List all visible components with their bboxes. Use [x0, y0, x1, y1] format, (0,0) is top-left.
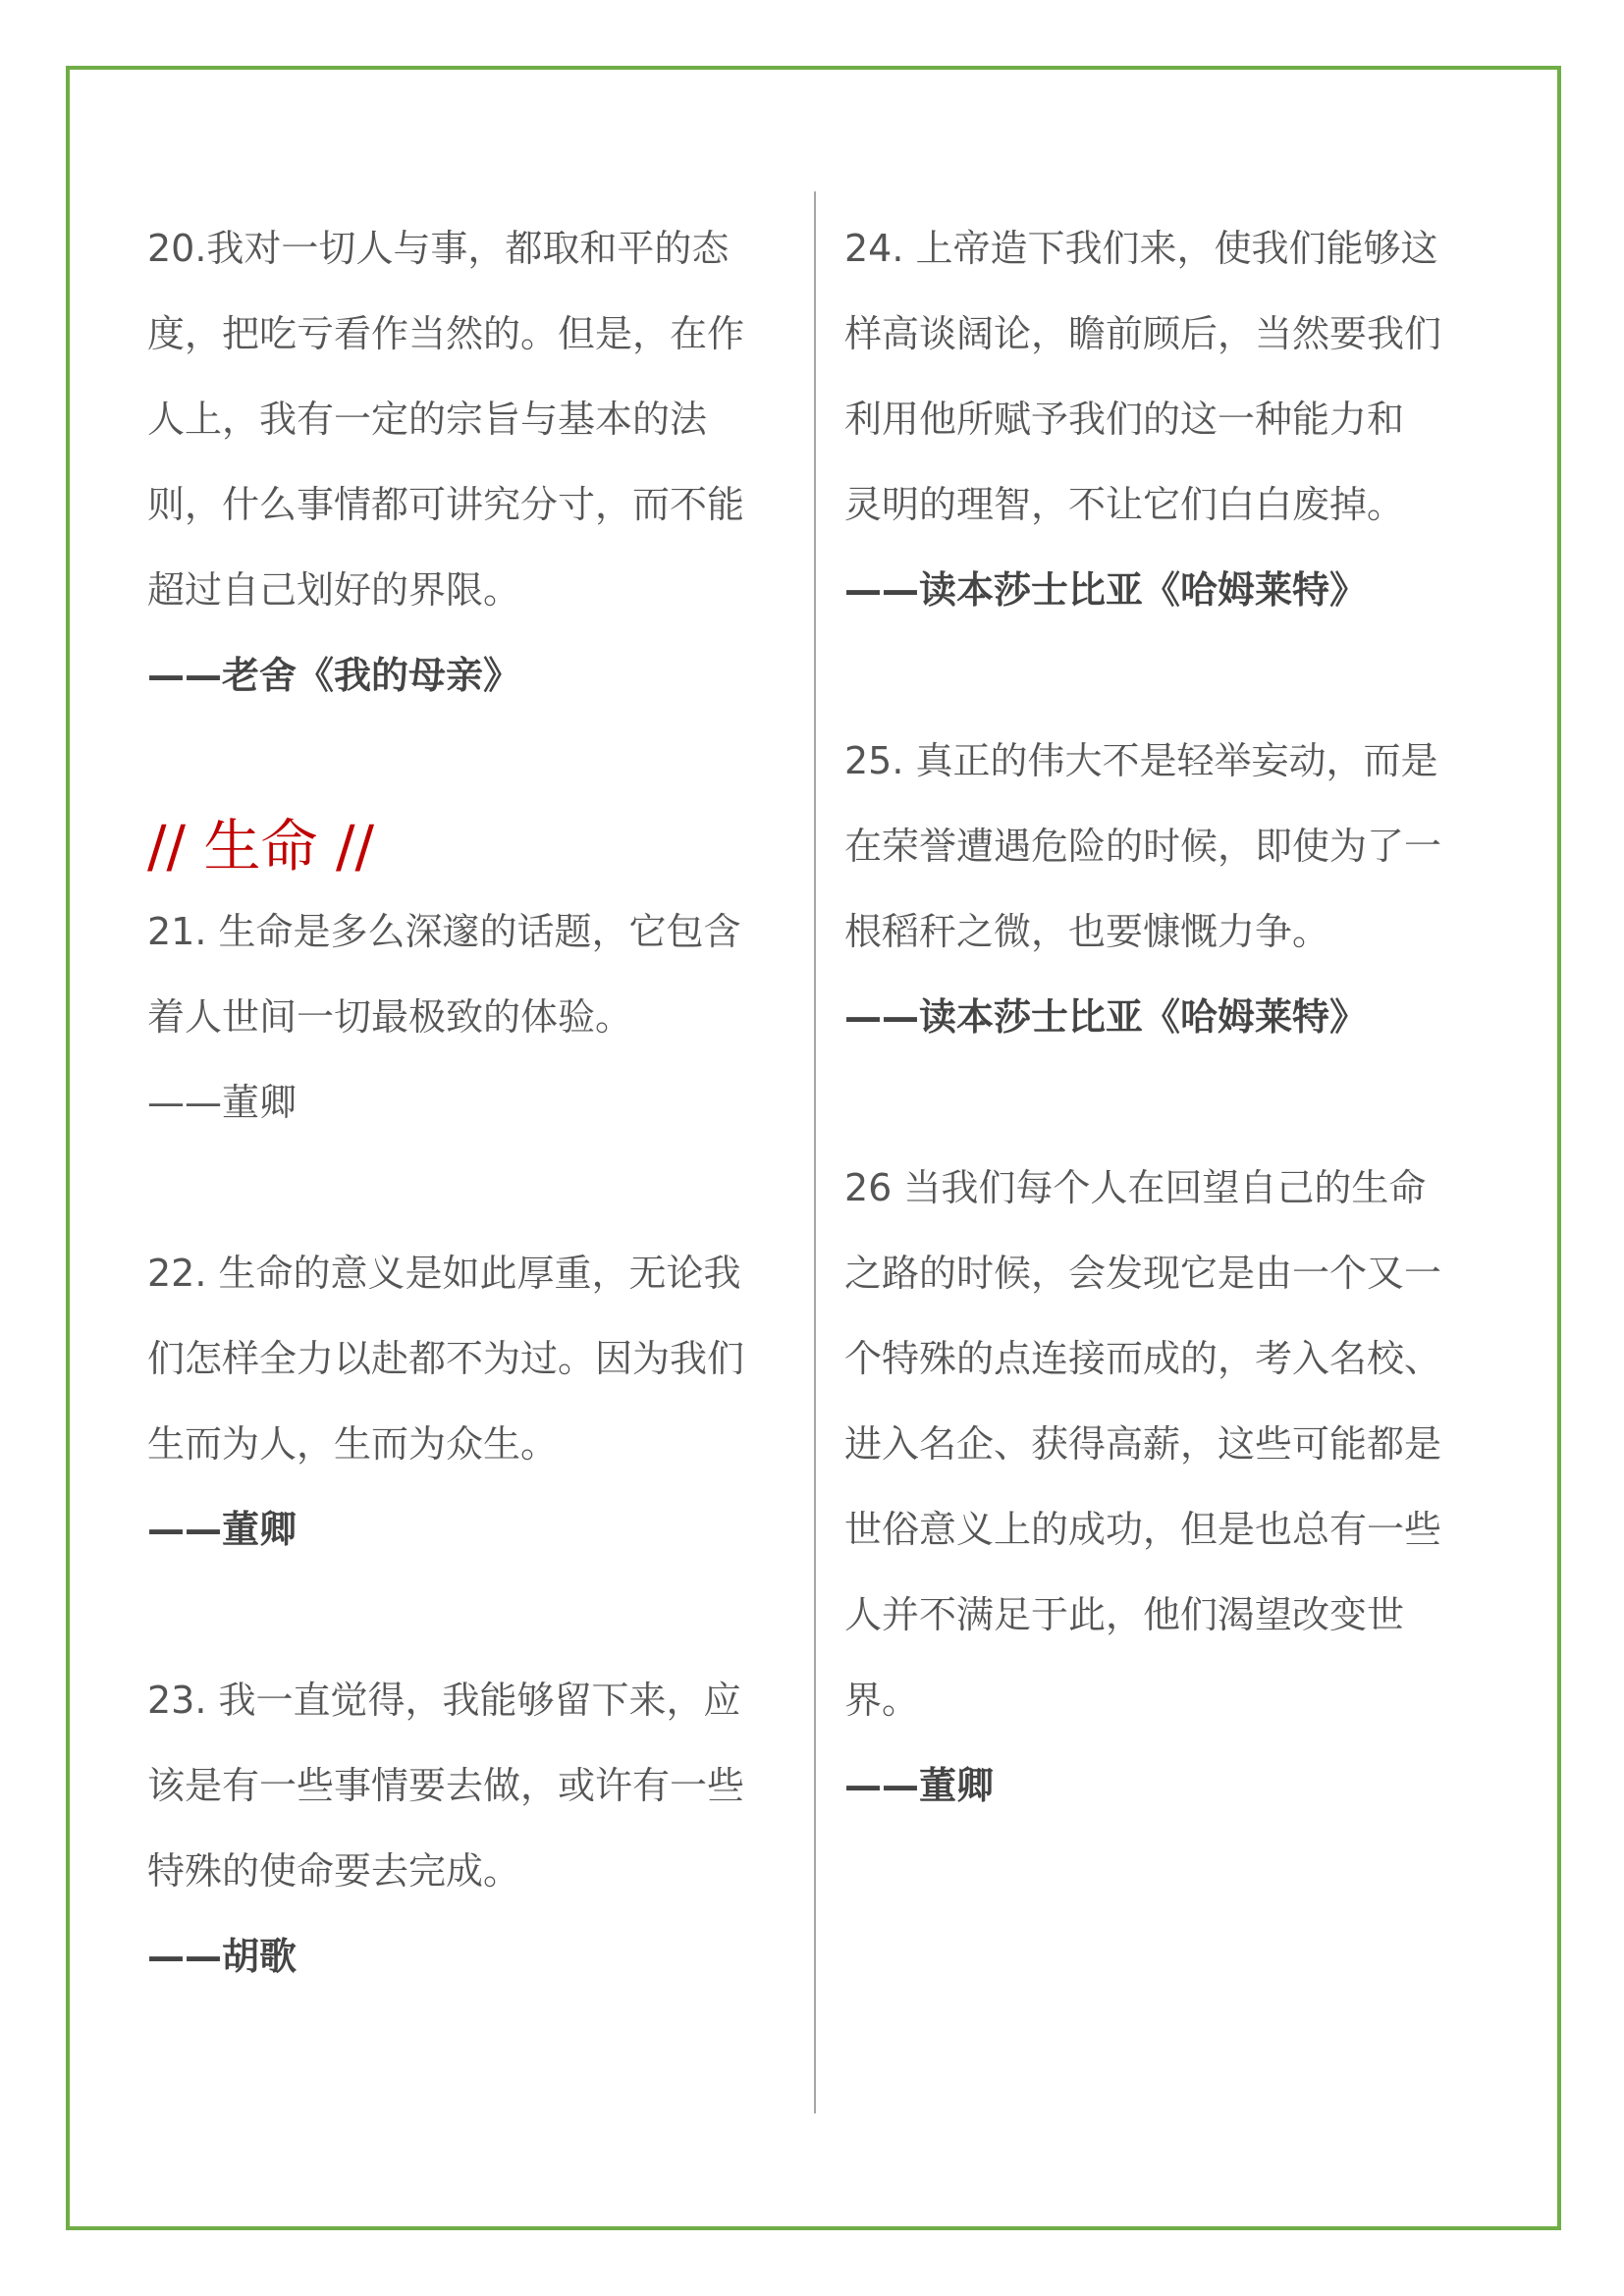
quote-24-line-1: 24. 上帝造下我们来，使我们能够这 — [844, 227, 1438, 270]
quote-23-line-2: 该是有一些事情要去做，或许有一些 — [147, 1764, 745, 1807]
quote-20-line-4: 则，什么事情都可讲究分寸，而不能 — [147, 483, 745, 526]
right-column — [844, 206, 1492, 1829]
quote-25-source: ——读本莎士比亚《哈姆莱特》 — [844, 995, 1368, 1039]
quote-21 — [147, 889, 790, 1146]
quote-26-line-1: 26 当我们每个人在回望自己的生命 — [844, 1166, 1427, 1209]
quote-22-line-2: 们怎样全力以赴都不为过。因为我们 — [147, 1337, 745, 1380]
quote-20-source: ——老舍《我的母亲》 — [147, 654, 521, 697]
quote-22-line-1: 22. 生命的意义是如此厚重，无论我 — [147, 1252, 741, 1295]
quote-23-source: ——胡歌 — [147, 1935, 298, 1978]
quote-22-source: ——董卿 — [147, 1508, 298, 1551]
quote-24-line-3: 利用他所赋予我们的这一种能力和 — [844, 398, 1405, 441]
quote-26-line-2: 之路的时候，会发现它是由一个又一 — [844, 1252, 1442, 1295]
quote-20-line-3: 人上，我有一定的宗旨与基本的法 — [147, 398, 708, 441]
quote-26 — [844, 1146, 1492, 1829]
quote-20-line-2: 度，把吃亏看作当然的。但是，在作 — [147, 312, 745, 355]
quote-24-source: ——读本莎士比亚《哈姆莱特》 — [844, 568, 1368, 612]
quote-21-line-2: 着人世间一切最极致的体验。 — [147, 995, 633, 1039]
quote-26-line-4: 进入名企、获得高薪，这些可能都是 — [844, 1422, 1442, 1466]
left-column — [147, 206, 790, 2000]
quote-20-line-5: 超过自己划好的界限。 — [147, 568, 521, 612]
quote-21-source: ——董卿 — [147, 1081, 298, 1124]
quote-21-line-1: 21. 生命是多么深邃的话题，它包含 — [147, 910, 741, 953]
quote-25-line-2: 在荣誉遭遇危险的时候，即使为了一 — [844, 825, 1442, 868]
quote-20-line-1: 20.我对一切人与事，都取和平的态 — [147, 227, 730, 270]
column-divider — [814, 191, 816, 2113]
quote-26-line-5: 世俗意义上的成功，但是也总有一些 — [844, 1508, 1442, 1551]
quote-25-line-1: 25. 真正的伟大不是轻举妄动，而是 — [844, 739, 1438, 782]
quote-25-line-3: 根稻秆之微，也要慷慨力争。 — [844, 910, 1330, 953]
quote-23-line-3: 特殊的使命要去完成。 — [147, 1849, 521, 1893]
quote-26-source: ——董卿 — [844, 1764, 995, 1807]
quote-25 — [844, 719, 1492, 1060]
quote-24-line-2: 样高谈阔论，瞻前顾后，当然要我们 — [844, 312, 1442, 355]
section-heading: // 生命 // — [147, 813, 375, 880]
quote-22-line-3: 生而为人，生而为众生。 — [147, 1422, 559, 1466]
quote-22 — [147, 1231, 790, 1573]
quote-23-line-1: 23. 我一直觉得，我能够留下来，应 — [147, 1679, 741, 1722]
quote-20 — [147, 206, 790, 719]
quote-26-line-7: 界。 — [844, 1679, 920, 1722]
quote-24 — [844, 206, 1492, 633]
quote-26-line-6: 人并不满足于此，他们渴望改变世 — [844, 1593, 1405, 1636]
quote-24-line-4: 灵明的理智，不让它们白白废掉。 — [844, 483, 1405, 526]
quote-26-line-3: 个特殊的点连接而成的，考入名校、 — [844, 1337, 1442, 1380]
quote-23 — [147, 1658, 790, 2000]
